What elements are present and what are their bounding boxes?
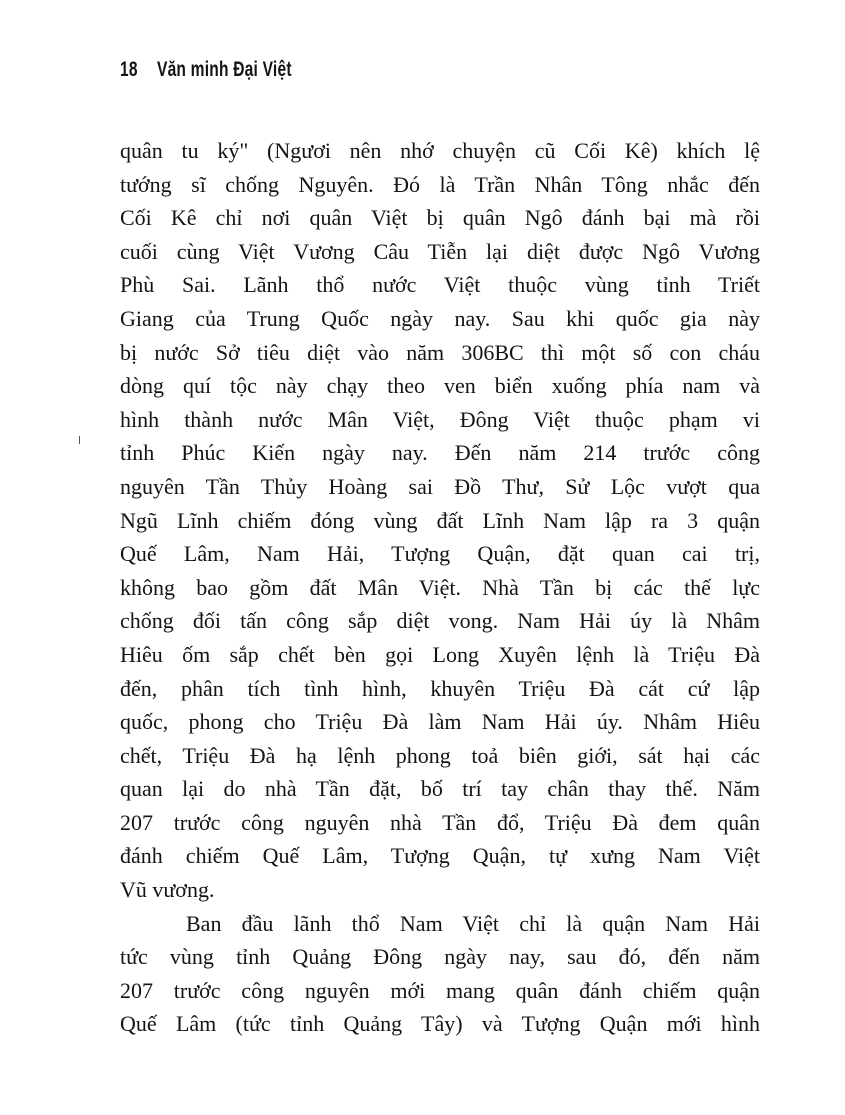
text-line: hình thành nước Mân Việt, Đông Việt thuộc phạm vi — [120, 406, 760, 432]
text-line: chết, Triệu Đà hạ lệnh phong toả biên giới, sát hại các — [120, 742, 760, 768]
text-line: bị nước Sở tiêu diệt vào năm 306BC thì một số con cháu — [120, 339, 760, 365]
running-head — [120, 58, 292, 82]
paragraph-2 — [120, 907, 760, 1041]
text-line: tướng sĩ chống Nguyên. Đó là Trần Nhân Tông nhắc đến — [120, 171, 760, 197]
text-line: quân tu ký" (Ngươi nên nhớ chuyện cũ Cối Kê) khích lệ — [120, 138, 760, 163]
text-line: Hiêu ốm sắp chết bèn gọi Long Xuyên lệnh là Triệu Đà — [120, 641, 760, 667]
text-line: tức vùng tỉnh Quảng Đông ngày nay, sau đó, đến năm — [120, 944, 760, 970]
text-line: Cối Kê chỉ nơi quân Việt bị quân Ngô đánh bại mà rồi — [120, 205, 760, 231]
book-title: Văn minh Đại Việt — [156, 58, 292, 81]
text-line: Ngũ Lĩnh chiếm đóng vùng đất Lĩnh Nam lập ra 3 quận — [120, 507, 760, 533]
body-text — [120, 134, 760, 1041]
text-line: nguyên Tần Thủy Hoàng sai Đồ Thư, Sử Lộc vượt qua — [120, 473, 760, 499]
text-line: 207 trước công nguyên nhà Tần đổ, Triệu Đà đem quân — [120, 809, 760, 835]
text-line: đánh chiếm Quế Lâm, Tượng Quận, tự xưng Nam Việt — [120, 843, 760, 869]
text-line: 207 trước công nguyên mới mang quân đánh chiếm quận — [120, 977, 760, 1003]
text-line: Quế Lâm, Nam Hải, Tượng Quận, đặt quan cai trị, — [120, 541, 760, 567]
text-line: Vũ vương. — [120, 877, 215, 903]
paragraph-1 — [120, 134, 760, 907]
text-line: chống đối tấn công sắp diệt vong. Nam Hải úy là Nhâm — [120, 608, 760, 634]
page-number: 18 — [120, 58, 138, 81]
text-line: tỉnh Phúc Kiến ngày nay. Đến năm 214 trước công — [120, 440, 760, 466]
text-line: cuối cùng Việt Vương Câu Tiễn lại diệt được Ngô Vương — [120, 238, 760, 264]
text-line: Giang của Trung Quốc ngày nay. Sau khi quốc gia này — [120, 305, 760, 331]
text-line: Quế Lâm (tức tỉnh Quảng Tây) và Tượng Quận mới hình — [120, 1011, 760, 1037]
text-line: Ban đầu lãnh thổ Nam Việt chỉ là quận Nam Hải — [186, 910, 760, 936]
text-line: dòng quí tộc này chạy theo ven biển xuống phía nam và — [120, 373, 760, 399]
margin-mark — [79, 436, 80, 444]
text-line: Phù Sai. Lãnh thổ nước Việt thuộc vùng tỉnh Triết — [120, 272, 760, 298]
text-line: đến, phân tích tình hình, khuyên Triệu Đà cát cứ lập — [120, 675, 760, 701]
text-line: không bao gồm đất Mân Việt. Nhà Tần bị các thế lực — [120, 574, 760, 600]
text-line: quốc, phong cho Triệu Đà làm Nam Hải úy. Nhâm Hiêu — [120, 709, 760, 735]
text-line: quan lại do nhà Tần đặt, bố trí tay chân thay thế. Năm — [120, 776, 760, 802]
